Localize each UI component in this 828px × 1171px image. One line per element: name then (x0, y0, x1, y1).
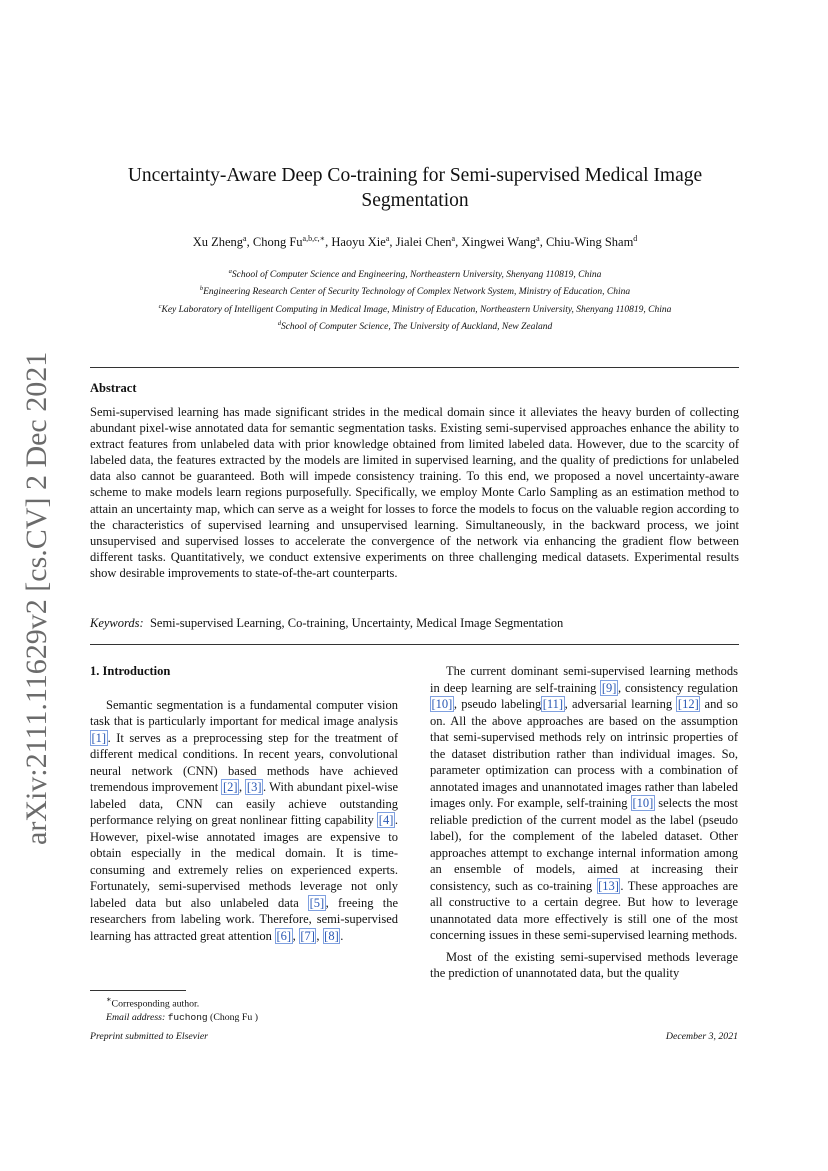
abstract-bottom-rule (90, 644, 739, 645)
paragraph-text: and so on. All the above approaches are based on the assumption that semi-supervised methods rely on intrinsic properties of the dataset distribution rather than individual images. So, parameter optimization can process with a combination of annotated images and unannotated images rather than labeled images only. For example, self-training (430, 697, 738, 810)
footer-preprint-note: Preprint submitted to Elsevier (90, 1031, 208, 1042)
paragraph (430, 949, 738, 982)
paragraph-text: Most of the existing semi-supervised methods leverage the prediction of unannotated data, but the quality (430, 949, 738, 980)
author-affiliation-mark: a (243, 234, 247, 243)
affiliation-mark: b (199, 285, 204, 293)
affiliation-text: Key Laboratory of Intelligent Computing in Medical Image, Ministry of Education, Northeastern University, Shenyang 110819, China (161, 304, 672, 315)
author-affiliation-mark: d (633, 234, 638, 243)
citation-link[interactable]: [8] (324, 928, 339, 943)
footnote-rule (90, 990, 186, 991)
abstract-body: Semi-supervised learning has made significant strides in the medical domain since it alleviates the heavy burden of collecting abundant pixel-wise annotated data for semantic segmentation tasks. Existing semi-supervised approaches enhance the ability to extract features from unlabeled data with prior knowledge obtained from limited labeled data. However, due to the scarcity of labeled data, the features extracted by the models are limited in supervised learning, and the quality of predictions for unlabeled data also cannot be guaranteed. Both will impede consistency training. To this end, we proposed a novel uncertainty-aware scheme to make models learn regions purposefully. Specifically, we employ Monte Carlo Sampling as an estimation method to attain an uncertainty map, which can serve as a weight for losses to force the models to focus on the valuable region according to the characteristics of supervised learning and unsupervised learning. Simultaneously, in the backward process, we joint unsupervised and supervised losses to accelerate the convergence of the network via enhancing the gradient flow between different tasks. Quantitatively, we conduct extensive experiments on three challenging medical datasets. Experimental results show desirable improvements to state-of-the-art counterparts. (90, 405, 739, 580)
author-name: Haoyu Xie (331, 235, 386, 250)
footnote (90, 993, 398, 1026)
right-column (430, 663, 738, 982)
corresponding-author-note: Corresponding author. (111, 998, 200, 1010)
paragraph-text: , (292, 928, 299, 943)
email-label: Email address: (106, 1012, 166, 1024)
left-column (90, 663, 398, 944)
section-heading-introduction: 1. Introduction (90, 664, 171, 678)
paragraph (430, 663, 738, 944)
paragraph-text: , pseudo labeling (453, 697, 542, 711)
affiliation-list (40, 265, 790, 334)
affiliation-mark: d (277, 320, 281, 328)
keywords-text: Semi-supervised Learning, Co-training, Uncertainty, Medical Image Segmentation (149, 616, 564, 630)
citation-link[interactable]: [13] (598, 878, 619, 893)
affiliation-text: School of Computer Science and Engineering, Northeastern University, Shenyang 110819, China (231, 270, 602, 281)
right-column-paragraphs (430, 663, 738, 982)
affiliation-text: Engineering Research Center of Security Technology of Complex Network System, Ministry of Education, China (203, 287, 631, 298)
left-column-paragraphs (90, 697, 398, 945)
citation-link[interactable]: [6] (276, 928, 292, 943)
author-affiliation-mark: a,b,c,∗ (302, 234, 326, 243)
author-name: Xu Zheng (192, 235, 244, 250)
citation-link[interactable]: [10] (431, 697, 453, 711)
paragraph-text: The current dominant semi-supervised learning methods in deep learning are self-training (430, 664, 738, 695)
paragraph-text: , (316, 928, 323, 943)
affiliation (40, 282, 790, 299)
top-rule (90, 367, 739, 368)
affiliation-mark: a (228, 268, 232, 275)
paragraph-text: . It serves as a preprocessing step for the treatment of different medical conditions. In recent years, convolutional neural network (CNN) based methods have achieved tremendous improvement (90, 730, 398, 794)
author-affiliation-mark: a (451, 234, 456, 243)
author-name: Chiu-Wing Sham (545, 235, 634, 250)
arxiv-identifier: arXiv:2111.11629v2 [cs.CV] 2 Dec 2021 (20, 351, 53, 845)
affiliation (40, 300, 790, 317)
keywords (90, 616, 739, 631)
citation-link[interactable]: [5] (309, 895, 325, 910)
affiliation (40, 265, 790, 282)
paper-title: Uncertainty-Aware Deep Co-training for Semi-supervised Medical Image Segmentation (127, 165, 703, 211)
author-name: Chong Fu (252, 235, 303, 250)
author-affiliation-mark: a (385, 234, 390, 243)
paragraph-text: , freeing the researchers from labeling work. Therefore, semi-supervised learning has attracted great attention (90, 895, 398, 943)
paragraph-text: selects the most reliable prediction of the current model as the label (pseudo label), for the complement of the labeled dataset. Other approaches attempt to exchange internal information among an ensemble of models, aimed at increasing their consistency, such as co-training (430, 796, 738, 893)
citation-link[interactable]: [3] (246, 780, 262, 794)
citation-link[interactable]: [11] (542, 697, 564, 711)
citation-link[interactable]: [9] (601, 680, 617, 695)
citation-link[interactable]: [10] (632, 796, 654, 810)
affiliation-mark: c (158, 302, 162, 310)
author-name: Jialei Chen (395, 235, 452, 250)
affiliation-text: School of Computer Science, The University of Auckland, New Zealand (280, 322, 553, 333)
paragraph-text: . These approaches are all constructive to a certain degree. But how to leverage unannotated data more effectively is still one of the most concerning issues in these semi-supervised learning methods. (430, 878, 738, 942)
footnote-mark: ∗ (106, 995, 112, 1004)
paragraph-text: , adversarial learning (564, 697, 677, 711)
citation-link[interactable]: [4] (378, 813, 394, 827)
footer-date: December 3, 2021 (665, 1031, 738, 1042)
paragraph-text: . With abundant pixel-wise labeled data, CNN can easily achieve outstanding performance relying on great nonlinear fitting capability (90, 780, 399, 827)
citation-link[interactable]: [2] (222, 780, 238, 794)
email-address[interactable]: fuchong (167, 1012, 208, 1024)
citation-link[interactable]: [7] (300, 928, 315, 943)
author-list: Xu Zheng$^a$, Chong $Fu^{a,b,c,∗}$, Haoyu Xie$^a$, Jialei Chen$^a$, Xingwei Wang$^a$, Chiu-Wing Sham$^d$ (192, 234, 638, 250)
citation-link[interactable]: [12] (677, 697, 699, 711)
paragraph-text: . (340, 928, 344, 943)
email-owner: (Chong Fu ) (207, 1012, 258, 1024)
paragraph-text: , (239, 780, 246, 794)
author-name: Xingwei Wang (461, 235, 537, 250)
author-affiliation-mark: a (536, 234, 540, 243)
paragraph-text: . However, pixel-wise annotated images are expensive to obtain especially in the medical domain. It is time-consuming and extremely relies on experienced experts. Fortunately, semi-supervised methods leverage not only labeled data but also unlabeled data (90, 813, 398, 910)
keywords-label: Keywords: (90, 616, 144, 630)
paragraph-text: Semantic segmentation is a fundamental computer vision task that is particularly important for medical image analysis (90, 697, 398, 728)
paragraph-text: , consistency regulation (617, 680, 738, 695)
affiliation (40, 317, 790, 334)
citation-link[interactable]: [1] (91, 730, 107, 745)
abstract-heading: Abstract (90, 381, 137, 395)
paragraph (90, 697, 398, 945)
